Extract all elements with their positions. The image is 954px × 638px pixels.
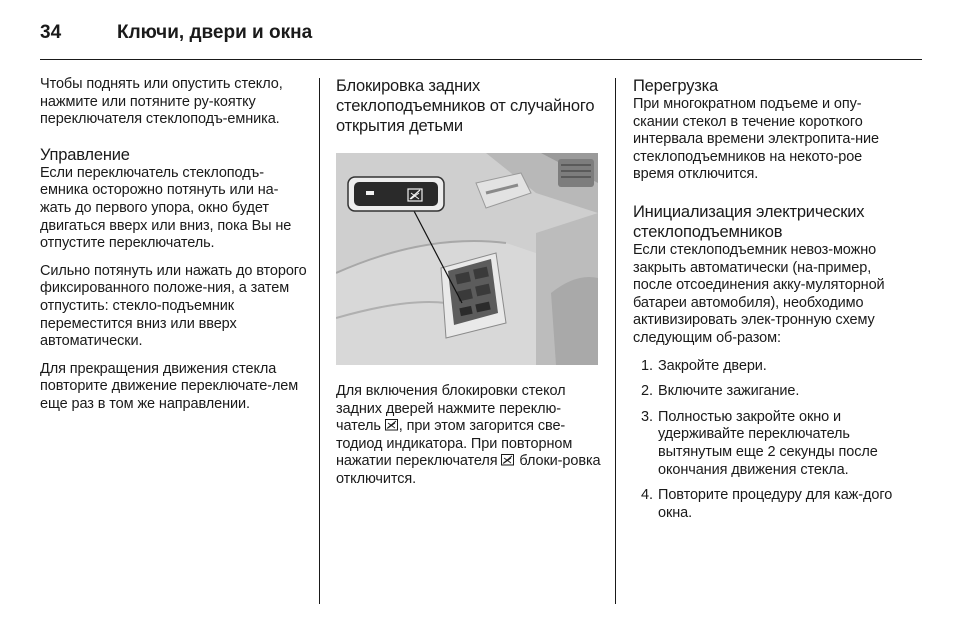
step-number: 1. — [641, 357, 653, 374]
step-number: 3. — [641, 408, 653, 425]
caption-part-1: Для включения блокировки стекол задних дверей нажмите переклю-чатель — [336, 383, 566, 435]
control-paragraph-1: Если переключатель стеклоподъ-емника осторожно потянуть или на-жать до первого упора, окно будет двигаться вверх или вниз, пока Вы не отпустите переключатель. — [40, 164, 292, 252]
header-rule — [40, 59, 922, 60]
init-text: Если стеклоподъемник невоз-можно закрыть автоматически (на-пример, после отсоединения акку-муляторной батареи автомобиля), необходимо активизировать элек-тронную схему следующим об-разом: — [633, 241, 885, 346]
column-divider-2 — [615, 78, 616, 604]
list-item — [633, 358, 897, 376]
list-item — [633, 383, 897, 401]
child-lock-icon — [501, 454, 515, 466]
init-heading: Инициализация электрических стеклоподъемников — [633, 202, 865, 241]
child-lock-icon — [385, 419, 399, 431]
step-number: 2. — [641, 383, 653, 400]
page-header — [40, 20, 922, 60]
step-text: Включите зажигание. — [658, 383, 800, 400]
column-3 — [633, 76, 897, 530]
door-switch-photo — [336, 153, 598, 365]
child-lock-heading: Блокировка задних стеклоподъемников от случайного открытия детьми — [336, 77, 595, 135]
overload-text: При многократном подъеме и опу-скании стекол в течение короткого интервала времени электропита-ние стеклоподъемников на некото-рое время отключится. — [633, 96, 879, 183]
child-lock-button-closeup — [348, 177, 444, 211]
overload-heading: Перегрузка — [633, 77, 718, 95]
air-vent — [558, 159, 594, 187]
control-heading: Управление — [40, 145, 130, 164]
child-lock-caption — [336, 383, 604, 489]
column-1 — [40, 76, 308, 414]
step-number: 4. — [641, 487, 653, 504]
list-item — [633, 409, 897, 479]
step-text: Полностью закройте окно и удерживайте переключатель вытянутым еще 2 секунды после окончания движения стекла. — [658, 408, 878, 478]
intro-text: Чтобы поднять или опустить стекло, нажмите или потяните ру-коятку переключателя стеклоподъ-емника. — [40, 76, 283, 128]
list-item — [633, 487, 897, 522]
caption-part-3: блоки-ровка отключится. — [336, 453, 601, 487]
init-steps-list — [633, 358, 897, 523]
column-2 — [336, 76, 604, 489]
column-divider-1 — [319, 78, 320, 604]
control-paragraph-2: Сильно потянуть или нажать до второго фиксированного положе-ния, а затем отпустить: стекло-подъемник переместится вниз или вверх автоматически. — [40, 262, 307, 350]
step-text: Повторите процедуру для каж-дого окна. — [658, 487, 893, 521]
control-paragraph-3: Для прекращения движения стекла повторите движение переключате-лем еще раз в том же направлении. — [40, 360, 299, 412]
caption-part-2: , при этом загорится све-тодиод индикатора. При повторном нажатии переключателя — [336, 418, 573, 470]
page-number: 34 — [40, 22, 62, 43]
chapter-title: Ключи, двери и окна — [117, 22, 313, 43]
window-switch-panel — [441, 253, 506, 338]
step-text: Закройте двери. — [658, 357, 767, 374]
